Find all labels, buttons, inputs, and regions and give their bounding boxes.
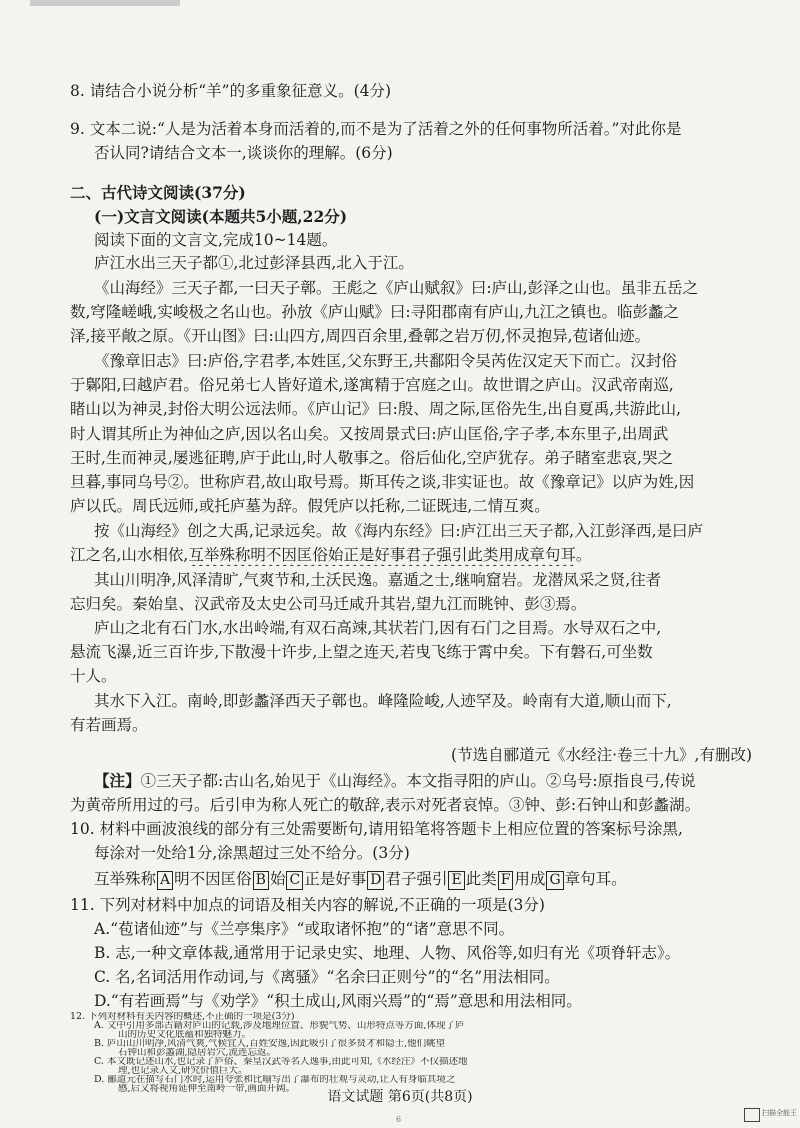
question-10-line2: 每涂对一处给1分,涂黑超过三处不给分。(3分) xyxy=(94,844,410,862)
section-subtitle: (一)文言文阅读(本题共5小题,22分) xyxy=(94,207,348,226)
passage-line: 庐以氏。周氏远师,或托庐墓为辞。假凭庐以托称,二证既违,二情互爽。 xyxy=(70,497,550,515)
notes-line1 xyxy=(94,770,758,792)
page-number-mark: 6 xyxy=(396,1115,402,1124)
scan-edge-mark xyxy=(30,0,180,6)
q12-option-d-line2: 感,后又将视角延伸至南岭一带,画面开阔。 xyxy=(118,1084,296,1093)
break-mark-a[interactable]: A xyxy=(157,871,173,890)
qr-code-icon xyxy=(744,1108,760,1122)
passage-line: 其山川明净,风泽清旷,气爽节和,土沃民逸。嘉遁之士,继响窟岩。龙潜凤采之贤,往者 xyxy=(94,571,662,589)
passage-period: 。 xyxy=(575,546,592,564)
notes-text: ①三天子都:古山名,始见于《山海经》。本文指寻阳的庐山。②乌号:原指良弓,传说 xyxy=(140,772,696,790)
passage-line: 忘归矣。秦始皇、汉武帝及太史公司马迁咸升其岩,望九江而眺钟、彭③焉。 xyxy=(70,595,587,613)
q11-option-b: B. 志,一种文章体裁,通常用于记录史实、地理、人物、风俗等,如归有光《项脊轩志》。 xyxy=(94,944,681,962)
passage-line: 时人谓其所止为神仙之庐,因以名山矣。又按周景式曰:庐山匡俗,字子孝,本东里子,出周武 xyxy=(70,425,669,443)
segment: 正是好事 xyxy=(304,870,367,888)
notes-label: 【注】 xyxy=(94,771,141,790)
segment: 章句耳。 xyxy=(564,870,627,888)
passage-line: 《豫章旧志》曰:庐俗,字君孝,本姓匡,父东野王,共鄱阳令吴芮佐汉定天下而亡。汉封俗 xyxy=(94,352,677,370)
passage-line: 王时,生而神灵,屡逃征聘,庐于此山,时人敬事之。俗后仙化,空庐犹存。弟子睹室悲哀,哭之 xyxy=(70,449,674,467)
question-8: 8. 请结合小说分析“羊”的多重象征意义。(4分) xyxy=(70,82,392,100)
segment: 互举殊称 xyxy=(94,870,157,888)
q12-option-c-line2: 理,也记录人文,研究价值巨大。 xyxy=(118,1066,248,1075)
passage-line: 有若画焉。 xyxy=(70,716,148,734)
passage-plain: 江之名,山水相依, xyxy=(70,546,189,564)
break-mark-c[interactable]: C xyxy=(286,871,303,890)
break-mark-b[interactable]: B xyxy=(253,871,269,890)
page-footer: 语文试题 第6页(共8页) xyxy=(327,1089,473,1105)
segment: 用成 xyxy=(514,870,546,888)
passage-line: 睹山以为神灵,封俗大明公远法师。《庐山记》曰:殷、周之际,匡俗先生,出自夏禹,共游此山, xyxy=(70,400,682,418)
q12-option-b-line2: 石钟山和彭蠡湖,隐居岩穴,流连忘返。 xyxy=(118,1048,277,1057)
notes-line2: 为黄帝所用过的弓。后引申为称人死亡的敬辞,表示对死者哀悼。③钟、彭:石钟山和彭蠡湖。 xyxy=(70,796,701,814)
question-9-line2: 否认同?请结合文本一,谈谈你的理解。(6分) xyxy=(94,144,393,162)
passage-line: 庐江水出三天子都①,北过彭泽县西,北入于江。 xyxy=(94,254,414,272)
question-12-stem: 12. 下列对材料有关内容的概述,不正确的一项是(3分) xyxy=(70,1012,295,1021)
q11-option-c: C. 名,名词活用作动词,与《离骚》“名余曰正则兮”的“名”用法相同。 xyxy=(94,968,560,986)
segment: 此类 xyxy=(465,870,497,888)
wavy-underlined-text: 互举殊称明不因匡俗始正是好事君子强引此类用成章句耳 xyxy=(188,546,576,564)
passage-line: 《山海经》三天子都,一曰天子鄣。王彪之《庐山赋叙》曰:庐山,彭泽之山也。虽非五岳之 xyxy=(94,279,699,297)
question-9-line1: 9. 文本二说:“人是为活着本身而活着的,而不是为了活着之外的任何事物所活着。”对此你是 xyxy=(70,120,682,138)
q10-break-options xyxy=(94,868,758,890)
segment: 明不因匡俗 xyxy=(174,870,252,888)
q12-option-a-line2: 山的历史文化底蕴和独特魅力。 xyxy=(118,1030,252,1039)
q11-option-a: A.“苞诸仙迹”与《兰亭集序》“或取诸怀抱”的“诸”意思不同。 xyxy=(94,920,515,938)
passage-line: 旦暮,事同乌号②。世称庐君,故山取号焉。斯耳传之谈,非实证也。故《豫章记》以庐为姓,因 xyxy=(70,473,695,491)
q12-option-c-line1: C. 本文既记述山水,也记录了庐俗、秦皇汉武等名人逸事,由此可知,《水经注》不仅描述地 xyxy=(94,1057,468,1066)
passage-line: 十人。 xyxy=(70,667,117,685)
break-mark-d[interactable]: D xyxy=(367,871,384,890)
passage-line: 其水下入江。南岭,即彭蠡泽西天子鄣也。峰隆险峻,人迹罕及。岭南有大道,顺山而下, xyxy=(94,692,672,710)
q12-option-d-line1: D. 郦道元在描写石门水时,运用夸张和比喻写出了瀑布的壮观与灵动,让人有身临其境之 xyxy=(94,1075,456,1084)
section-title: 二、古代诗文阅读(37分) xyxy=(70,183,246,202)
passage-line: 数,穹隆嵯峨,实峻极之名山也。孙放《庐山赋》曰:寻阳郡南有庐山,九江之镇也。临彭蠡之 xyxy=(70,303,680,321)
question-10-line1: 10. 材料中画波浪线的部分有三处需要断句,请用铅笔将答题卡上相应位置的答案标号涂黑, xyxy=(70,820,683,838)
segment: 始 xyxy=(269,870,286,888)
instruction: 阅读下面的文言文,完成10~14题。 xyxy=(94,231,338,249)
q12-option-a-line1: A. 文中引用多部古籍对庐山的记载,涉及地理位置、形貌气势、山形特点等方面,体现了庐 xyxy=(94,1021,465,1030)
segment: 君子强引 xyxy=(385,870,448,888)
passage-line: 庐山之北有石门水,水出岭端,有双石高竦,其状若门,因有石门之目焉。水导双石之中, xyxy=(94,619,662,637)
passage-line: 泽,接平敞之原。《开山图》曰:山四方,周四百余里,叠鄣之岩万仞,怀灵抱异,苞诸仙迹。 xyxy=(70,327,651,345)
passage-line: 悬流飞瀑,近三百许步,下散漫十许步,上望之连天,若曳飞练于霄中矣。下有磐石,可坐数 xyxy=(70,643,653,661)
passage-line: 于鄡阳,曰越庐君。俗兄弟七人皆好道术,遂寓精于宫庭之山。故世谓之庐山。汉武帝南巡, xyxy=(70,376,674,394)
q12-option-b-line1: B. 庐山山川明净,风清气爽,气候宜人,百姓安逸,因此吸引了很多贤才和隐士,他们眺望 xyxy=(94,1039,446,1048)
break-mark-f[interactable]: F xyxy=(498,871,514,890)
break-mark-e[interactable]: E xyxy=(448,871,464,890)
break-mark-g[interactable]: G xyxy=(546,871,563,890)
passage-line: 按《山海经》创之大禹,记录远矣。故《海内东经》曰:庐江出三天子都,入江彭泽西,是曰庐 xyxy=(94,522,704,540)
source-citation: (节选自郦道元《水经注·卷三十九》,有删改) xyxy=(451,746,752,764)
q11-option-d: D.“有若画焉”与《劝学》“积土成山,风雨兴焉”的“焉”意思和用法相同。 xyxy=(94,992,582,1010)
scanner-watermark: 扫描全能王 xyxy=(762,1109,797,1117)
question-11-stem: 11. 下列对材料中加点的词语及相关内容的解说,不正确的一项是(3分) xyxy=(70,896,545,914)
passage-wavy-line xyxy=(70,544,758,566)
